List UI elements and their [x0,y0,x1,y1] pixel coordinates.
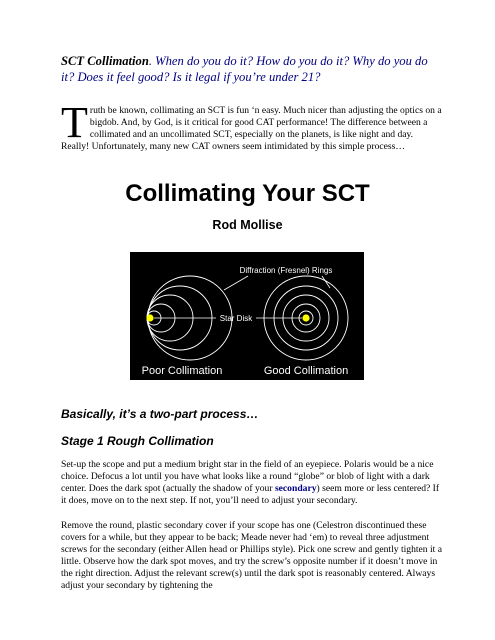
good-collimation-label: Good Collimation [263,365,349,377]
poor-star-disk [146,314,153,321]
intro-heading-rest: . When do you do it? How do you do it? Why do you do it? Does it feel good? Is it legal if you’re under 21? [61,54,428,84]
intro-paragraph [61,98,443,153]
intro-heading [61,53,443,85]
disk-label: Star Disk [219,314,253,323]
intro-heading-bold: SCT Collimation [61,54,149,68]
subheading-stage-1: Stage 1 Rough Collimation [61,434,214,448]
paragraph-1-after: ) seem more or less centered? If it does, move on to the next step. If not, you’ll need to adjust your secondary. [61,483,440,506]
intro-text: ruth be known, collimating an SCT is fun ‘n easy. Much nicer than adjusting the optics on a bigdob. And, by God, is it critical for good CAT performance! The difference between a collimated and an uncollimated SCT, especially on the planets, is like night and day. Really! Unfortunately, many new CAT owners seem intimidated by this simple process… [61,105,442,152]
paragraph-2: Remove the round, plastic secondary cover if your scope has one (Celestron discontinued these covers for a while, but they appear to be back; Meade never had ‘em) to reveal three adjustment screws for the secondary (either Allen head or Phillips style). Pick one screw and gently tighten it a little. Observe how the dark spot moves, and try the screw’s opposite number if it doesn’t move in the right direction. Adjust the relevant screw(s) until the dark spot is reasonably centered. Always adjust your secondary by tightening the [61,520,442,591]
paragraph-1-before: Set-up the scope and put a medium bright star in the field of an eyepiece. Polaris would be a nice choice. Defocus a lot until you have what looks like a round “globe” or blob of light with a dark center. Does the dark spot (actually the shadow of your [61,459,434,494]
subheading-two-part: Basically, it’s a two-part process… [61,407,259,421]
paragraph-1 [61,459,443,507]
good-star-disk [302,314,309,321]
rings-label: Diffraction (Fresnel) Rings [239,266,333,275]
author-name: Rod Mollise [212,218,283,232]
poor-collimation-label: Poor Collimation [141,365,223,377]
collimation-diagram [130,252,364,380]
drop-cap: T [61,98,88,147]
page-title: Collimating Your SCT [125,180,370,207]
secondary-term: secondary [274,483,317,494]
